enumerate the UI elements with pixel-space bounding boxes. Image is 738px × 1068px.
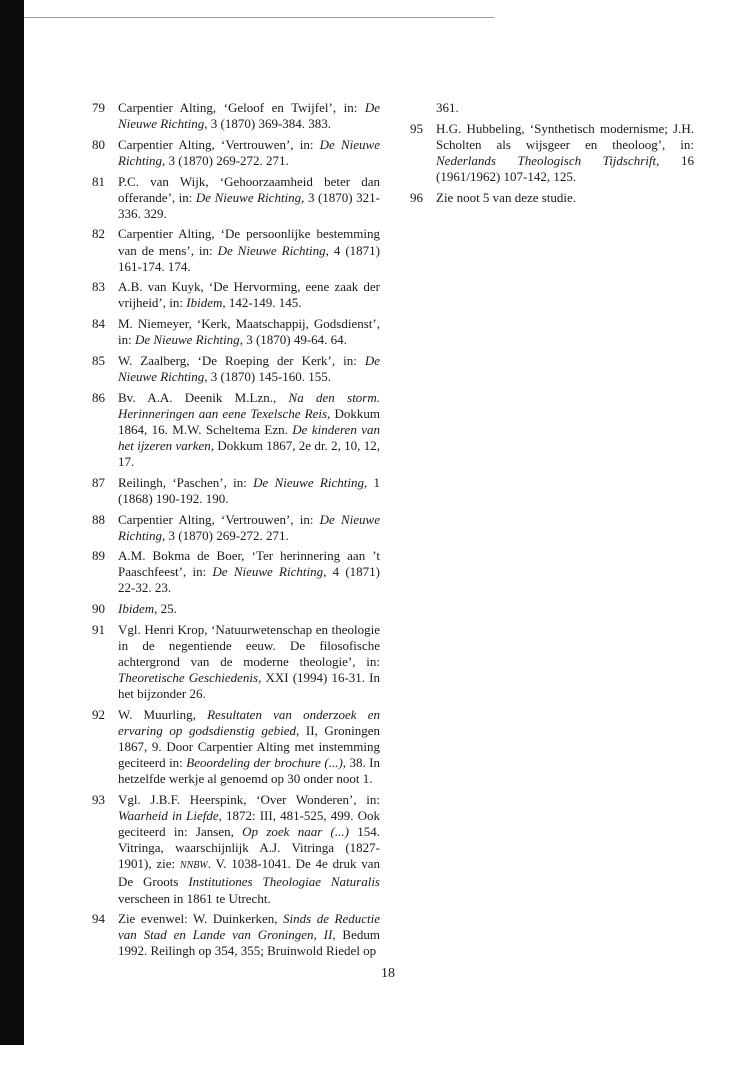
footnote-number: 95 xyxy=(410,120,423,136)
footnote-number: 90 xyxy=(92,601,105,617)
footnote-87 xyxy=(92,475,380,507)
footnote-text: A.B. van Kuyk, ‘De Hervorming, eene zaak der vrijheid’, in: Ibidem, 142-149. 145. xyxy=(118,279,380,311)
footnote-text: Reilingh, ‘Paschen’, in: De Nieuwe Richting, 1 (1868) 190-192. 190. xyxy=(118,474,380,506)
footnote-number: 88 xyxy=(92,511,105,527)
footnote-95 xyxy=(410,121,694,185)
footnote-number: 85 xyxy=(92,352,105,368)
footnote-94-continuation: 361. xyxy=(436,100,459,115)
footnote-number: 93 xyxy=(92,791,105,807)
footnote-number: 87 xyxy=(92,474,105,490)
footnote-number: 96 xyxy=(410,189,423,205)
footnote-number: 80 xyxy=(92,136,105,152)
notes-column-right xyxy=(410,100,694,210)
footnote-number: 82 xyxy=(92,226,105,242)
footnote-96 xyxy=(410,190,694,206)
footnote-number: 83 xyxy=(92,279,105,295)
footnote-93 xyxy=(92,792,380,907)
page-top-rule xyxy=(24,17,494,18)
footnote-92 xyxy=(92,707,380,787)
footnote-number: 94 xyxy=(92,911,105,927)
footnote-number: 91 xyxy=(92,621,105,637)
footnote-91 xyxy=(92,622,380,702)
footnote-text: W. Muurling, Resultaten van onderzoek en ervaring op godsdienstig gebied, II, Groningen 1867, 9. Door Carpentier Alting met instemming geciteerd in: Beoordeling der brochure (...), 38. In hetzelfde werkje al genoemd op 30 onder noot 1. xyxy=(118,706,380,787)
footnote-text: P.C. van Wijk, ‘Gehoorzaamheid beter dan offerande’, in: De Nieuwe Richting, 3 (1870) 321-336. 329. xyxy=(118,173,380,221)
footnote-number: 92 xyxy=(92,706,105,722)
footnote-number: 84 xyxy=(92,316,105,332)
footnote-text: Vgl. J.B.F. Heerspink, ‘Over Wonderen’, in: Waarheid in Liefde, 1872: III, 481-525, 499. Ook geciteerd in: Jansen, Op zoek naar (...) 154. Vitringa, waarschijnlijk A.J. Vitringa (1827-1901), zie: NNBW. V. 1038-1041. De 4e druk van De Groots Institutiones Theologiae Naturalis verscheen in 1861 te Utrecht. xyxy=(118,791,381,906)
footnote-79 xyxy=(92,100,380,132)
footnote-81 xyxy=(92,174,380,222)
footnote-88 xyxy=(92,512,380,544)
footnote-text: Ibidem, 25. xyxy=(118,601,177,617)
footnote-number: 79 xyxy=(92,100,105,115)
footnote-text: Carpentier Alting, ‘De persoonlijke bestemming van de mens’, in: De Nieuwe Richting, 4 (1871) 161-174. 174. xyxy=(118,226,380,274)
scan-edge-shadow xyxy=(0,0,24,1045)
footnote-90 xyxy=(92,601,380,617)
footnote-text: Carpentier Alting, ‘Geloof en Twijfel’, in: De Nieuwe Richting, 3 (1870) 369-384. 383. xyxy=(118,100,380,132)
footnote-84 xyxy=(92,316,380,348)
footnote-80 xyxy=(92,137,380,169)
footnote-text: Bv. A.A. Deenik M.Lzn., Na den storm. Herinneringen aan eene Texelsche Reis, Dokkum 1864, 16. M.W. Scheltema Ezn. De kinderen van het ijzeren varken, Dokkum 1867, 2e dr. 2, 10, 12, 17. xyxy=(118,389,381,470)
footnote-86 xyxy=(92,390,380,470)
footnote-82 xyxy=(92,226,380,274)
footnote-text: Zie evenwel: W. Duinkerken, Sinds de Reductie van Stad en Lande van Groningen, II, Bedum 1992. Reilingh op 354, 355; Bruinwold Riedel op xyxy=(118,911,380,959)
footnote-text: A.M. Bokma de Boer, ‘Ter herinnering aan ’t Paaschfeest’, in: De Nieuwe Richting, 4 (1871) 22-32. 23. xyxy=(118,548,380,596)
footnote-text: Zie noot 5 van deze studie. xyxy=(436,189,577,205)
footnote-text: W. Zaalberg, ‘De Roeping der Kerk’, in: De Nieuwe Richting, 3 (1870) 145-160. 155. xyxy=(118,352,380,384)
page-number: 18 xyxy=(381,966,395,981)
footnote-text: M. Niemeyer, ‘Kerk, Maatschappij, Godsdienst’, in: De Nieuwe Richting, 3 (1870) 49-64. 64. xyxy=(118,316,380,348)
footnote-number: 89 xyxy=(92,548,105,564)
footnote-number: 81 xyxy=(92,173,105,189)
footnote-text: Carpentier Alting, ‘Vertrouwen’, in: De Nieuwe Richting, 3 (1870) 269-272. 271. xyxy=(118,136,380,168)
footnote-text: H.G. Hubbeling, ‘Synthetisch modernisme; J.H. Scholten als wijsgeer en theoloog’, in: Nederlands Theologisch Tijdschrift, 16 (1961/1962) 107-142, 125. xyxy=(436,120,694,184)
footnote-94 xyxy=(92,911,380,959)
footnote-89 xyxy=(92,548,380,596)
footnote-text: Vgl. Henri Krop, ‘Natuurwetenschap en theologie in de negentiende eeuw. De filosofische achtergrond van de moderne theologie’, in: Theoretische Geschiedenis, XXI (1994) 16-31. In het bijzonder 26. xyxy=(118,621,381,702)
footnote-83 xyxy=(92,279,380,311)
footnote-number: 86 xyxy=(92,389,105,405)
notes-column-left xyxy=(92,100,380,964)
footnote-text: Carpentier Alting, ‘Vertrouwen’, in: De Nieuwe Richting, 3 (1870) 269-272. 271. xyxy=(118,511,380,543)
footnote-85 xyxy=(92,353,380,385)
